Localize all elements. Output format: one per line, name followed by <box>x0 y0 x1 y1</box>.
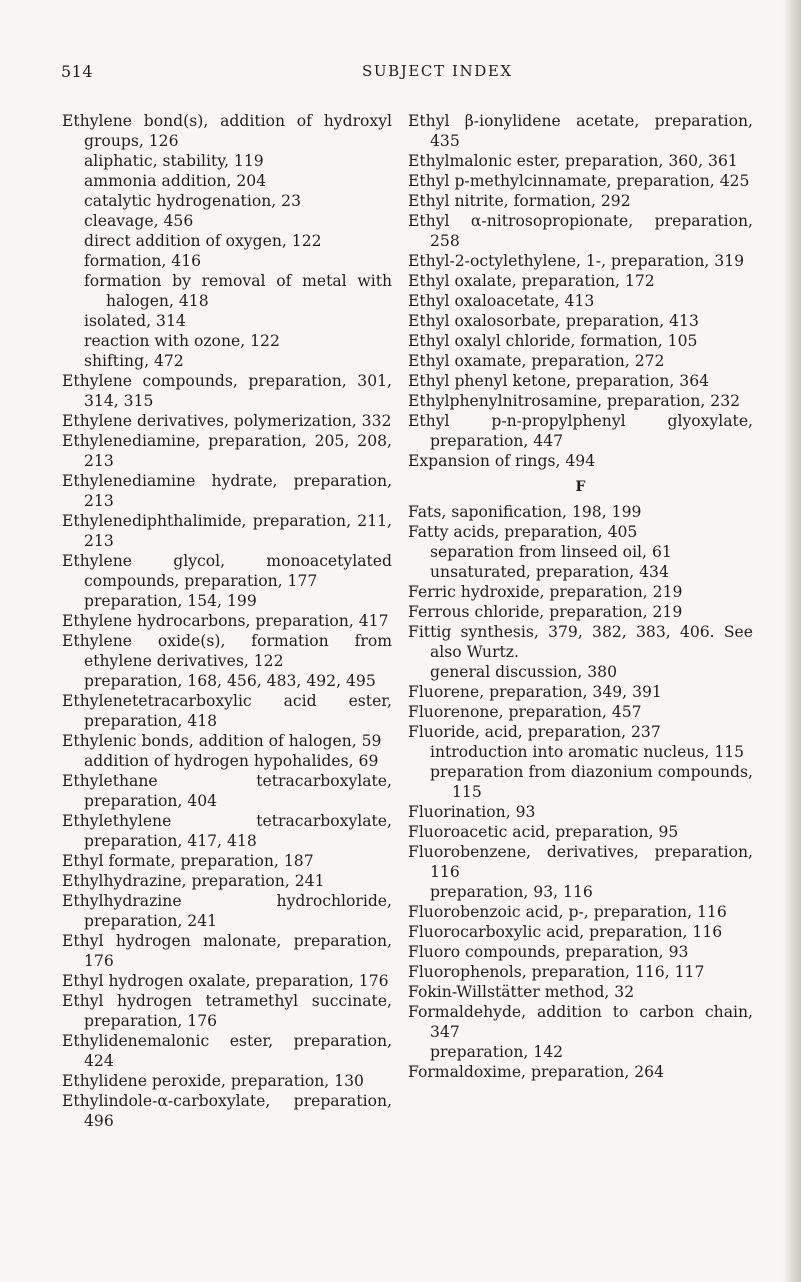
index-entry: Ethylmalonic ester, preparation, 360, 361 <box>408 152 738 170</box>
index-subentry: formation by removal of metal with halogen, 418 <box>84 272 392 310</box>
index-subentry: cleavage, 456 <box>84 212 194 230</box>
index-entry: Ethylene hydrocarbons, preparation, 417 <box>62 612 389 630</box>
index-entry: Ethyl oxamate, preparation, 272 <box>408 352 665 370</box>
index-entry: Ethyl hydrogen oxalate, preparation, 176 <box>62 972 389 990</box>
index-column-left <box>62 111 392 1131</box>
index-entry: Fluorenone, preparation, 457 <box>408 703 642 721</box>
index-subentry: catalytic hydrogenation, 23 <box>84 192 302 210</box>
index-entry: Ethylenic bonds, addition of halogen, 59 <box>62 732 382 750</box>
index-subentry: isolated, 314 <box>84 312 186 330</box>
index-subentry: preparation from diazonium compounds, 115 <box>430 763 753 801</box>
index-subentry: addition of hydrogen hypohalides, 69 <box>84 752 379 770</box>
index-entry: Ethylindole-α-carboxylate, preparation, 496 <box>62 1092 392 1130</box>
index-entry: Ethyl-2-octylethylene, 1-, preparation, 319 <box>408 252 745 270</box>
index-column-right <box>408 111 753 1082</box>
index-entry: Fluorobenzene, derivatives, preparation, 116 <box>408 843 753 881</box>
running-title: SUBJECT INDEX <box>362 62 513 80</box>
index-subentry: direct addition of oxygen, 122 <box>84 232 322 250</box>
index-subentry: reaction with ozone, 122 <box>84 332 280 350</box>
index-entry: Ethylene glycol, monoacetylated compounds, preparation, 177 <box>62 552 392 590</box>
index-entry: Ethyl α-nitrosopropionate, preparation, 258 <box>408 212 753 250</box>
index-entry: Fluorination, 93 <box>408 803 536 821</box>
index-entry: Fluoroacetic acid, preparation, 95 <box>408 823 679 841</box>
index-entry: Ethyl oxalate, preparation, 172 <box>408 272 655 290</box>
index-entry: Fluorobenzoic acid, p-, preparation, 116 <box>408 903 727 921</box>
index-subentry: preparation, 93, 116 <box>430 883 593 901</box>
index-entry: Fluorophenols, preparation, 116, 117 <box>408 963 705 981</box>
index-entry: Fokin-Willstätter method, 32 <box>408 983 635 1001</box>
index-subentry: preparation, 154, 199 <box>84 592 257 610</box>
page-edge-shadow <box>783 0 801 1282</box>
index-entry: Ethylethane tetracarboxylate, preparation, 404 <box>62 772 392 810</box>
index-entry: Fluorene, preparation, 349, 391 <box>408 683 662 701</box>
page-header <box>61 62 741 86</box>
letter-heading: F <box>575 479 586 495</box>
index-subentry: shifting, 472 <box>84 352 184 370</box>
index-entry: Ethyl p-n-propylphenyl glyoxylate, preparation, 447 <box>408 412 753 450</box>
index-entry: Fluoro compounds, preparation, 93 <box>408 943 689 961</box>
index-entry: Ethylidenemalonic ester, preparation, 424 <box>62 1032 392 1070</box>
index-entry: Ethylethylene tetracarboxylate, preparation, 417, 418 <box>62 812 392 850</box>
index-entry: Ethyl p-methylcinnamate, preparation, 425 <box>408 172 750 190</box>
index-entry: Ethylene derivatives, polymerization, 332 <box>62 412 392 430</box>
index-subentry: preparation, 168, 456, 483, 492, 495 <box>84 672 376 690</box>
index-entry: Ethyl phenyl ketone, preparation, 364 <box>408 372 710 390</box>
index-entry: Ethyl oxalosorbate, preparation, 413 <box>408 312 699 330</box>
index-entry: Ethylhydrazine, preparation, 241 <box>62 872 325 890</box>
index-entry: Ethyl β-ionylidene acetate, preparation, 435 <box>408 112 753 150</box>
index-entry: Ethyl hydrogen malonate, preparation, 176 <box>62 932 392 970</box>
index-entry: Ethylenetetracarboxylic acid ester, preparation, 418 <box>62 692 392 730</box>
index-entry: Ethyl formate, preparation, 187 <box>62 852 314 870</box>
index-entry: Ethylene bond(s), addition of hydroxyl groups, 126 <box>62 112 392 150</box>
index-entry: Ethylenediamine, preparation, 205, 208, 213 <box>62 432 392 470</box>
index-entry: Ethylphenylnitrosamine, preparation, 232 <box>408 392 741 410</box>
index-subentry: unsaturated, preparation, 434 <box>430 563 669 581</box>
index-entry: Fluorocarboxylic acid, preparation, 116 <box>408 923 723 941</box>
index-subentry: ammonia addition, 204 <box>84 172 267 190</box>
index-entry: Fluoride, acid, preparation, 237 <box>408 723 661 741</box>
index-entry: Ethyl oxaloacetate, 413 <box>408 292 595 310</box>
index-subentry: formation, 416 <box>84 252 202 270</box>
index-entry: Fittig synthesis, 379, 382, 383, 406. See also Wurtz. <box>408 623 753 661</box>
index-entry: Ethylidene peroxide, preparation, 130 <box>62 1072 364 1090</box>
index-entry: Fats, saponification, 198, 199 <box>408 503 642 521</box>
index-entry: Formaldoxime, preparation, 264 <box>408 1063 665 1081</box>
index-entry: Ethylenediamine hydrate, preparation, 213 <box>62 472 392 510</box>
index-subentry: separation from linseed oil, 61 <box>430 543 672 561</box>
index-entry: Fatty acids, preparation, 405 <box>408 523 638 541</box>
index-entry: Ethylhydrazine hydrochloride, preparation, 241 <box>62 892 392 930</box>
index-entry: Ferric hydroxide, preparation, 219 <box>408 583 683 601</box>
index-entry: Ethylene compounds, preparation, 301, 314, 315 <box>62 372 392 410</box>
index-entry: Expansion of rings, 494 <box>408 452 596 470</box>
index-entry: Ethylenediphthalimide, preparation, 211, 213 <box>62 512 392 550</box>
index-subentry: introduction into aromatic nucleus, 115 <box>430 743 745 761</box>
page-number: 514 <box>61 62 94 81</box>
index-entry: Ferrous chloride, preparation, 219 <box>408 603 683 621</box>
index-subentry: preparation, 142 <box>430 1043 564 1061</box>
index-subentry: aliphatic, stability, 119 <box>84 152 264 170</box>
index-entry: Ethyl nitrite, formation, 292 <box>408 192 631 210</box>
index-entry: Ethylene oxide(s), formation from ethylene derivatives, 122 <box>62 632 392 670</box>
index-entry: Ethyl oxalyl chloride, formation, 105 <box>408 332 698 350</box>
index-subentry: general discussion, 380 <box>430 663 618 681</box>
index-entry: Formaldehyde, addition to carbon chain, 347 <box>408 1003 753 1041</box>
index-entry: Ethyl hydrogen tetramethyl succinate, preparation, 176 <box>62 992 392 1030</box>
